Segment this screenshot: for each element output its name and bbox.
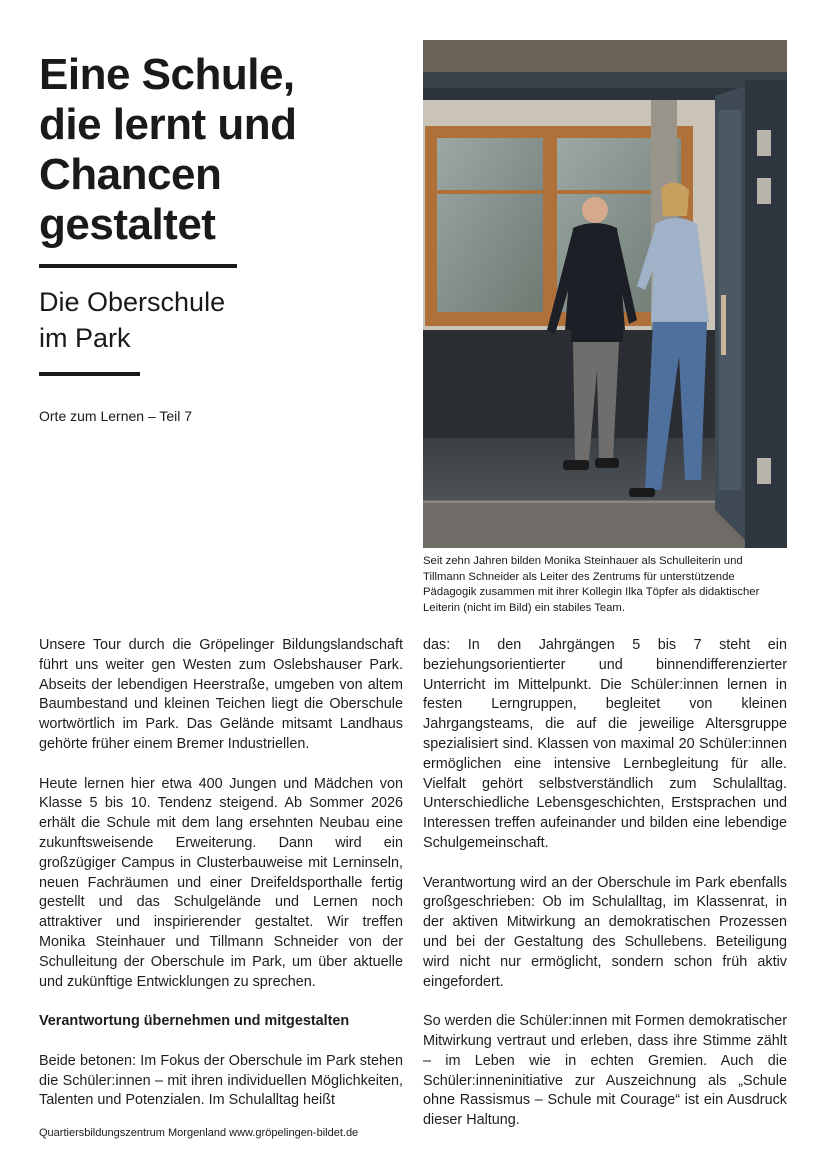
paragraph: Heute lernen hier etwa 400 Jungen und Mädchen von Klasse 5 bis 10. Tendenz steigend. Ab Sommer 2026 erhält die Schule mit dem lang ersehnten Neubau eine zukunftsweisende Erweiterung. Dann wird ein großzügiger Campus in Clusterbauweise mit Lerninseln, neuen Fachräumen und einer Dreifeldsporthalle fertig gestellt und das Schulgelände und Lernen noch attraktiver und inspirierender gestaltet. Wir treffen Monika Steinhauer und Tillmann Schneider von der Schulleitung der Oberschule im Park, um über aktuelle und zukünftige Entwicklungen zu sprechen.	[39, 775, 403, 990]
article-column-left	[39, 636, 403, 1131]
article-title	[39, 50, 409, 250]
team-photo	[423, 40, 787, 548]
article-subtitle	[39, 284, 379, 356]
photo-caption: Seit zehn Jahren bilden Monika Steinhauer als Schulleiterin und Tillmann Schneider als Leiter des Zentrums für unterstützende Pädagogik zusammen mit ihrer Kollegin Ilka Töpfer als didaktischer Leiterin (nicht im Bild) ein stabiles Team.	[423, 555, 760, 614]
title-divider	[39, 264, 237, 268]
title-line: Chancen	[39, 150, 222, 199]
paragraph: Beide betonen: Im Fokus der Oberschule im Park stehen die Schüler:innen – mit ihren individuellen Möglichkeiten, Talenten und Potenzialen. Im Schulalltag heißt	[39, 1052, 403, 1109]
paragraph: Unsere Tour durch die Gröpelinger Bildungslandschaft führt uns weiter gen Westen zum Oslebshauser Park. Abseits der lebendigen Heerstraße, umgeben von altem Baumbestand und kleinen Teichen liegt die Oberschule wortwörtlich im Park. Das Gelände mitsamt Landhaus gehörte früher einem Bremer Industriellen.	[39, 637, 403, 752]
series-label: Orte zum Lernen – Teil 7	[39, 408, 193, 424]
paragraph: So werden die Schüler:innen mit Formen demokratischer Mitwirkung vertraut und erleben, dass ihre Stimme zählt – im Leben wie in echten Gremien. Auch die Schüler:inneninitiative zur Auszeichnung als „Schule ohne Rassismus – Schule mit Courage“ ist ein Ausdruck dieser Haltung.	[423, 1013, 787, 1129]
subtitle-line: im Park	[39, 323, 131, 353]
title-line: gestaltet	[39, 200, 216, 249]
paragraph: das: In den Jahrgängen 5 bis 7 steht ein beziehungsorientierter und binnendifferenzierter Unterricht im Mittelpunkt. Die Schüler:innen lernen in festen Lerngruppen, begleitet von kleinen Jahrgangsteams, die auf die jeweilige Altersgruppe spezialisiert sind. Klassen von maximal 20 Schüler:innen ermöglichen eine intensive Lernbegleitung für alle. Vielfalt gehört selbstverständlich zum Schulalltag. Unterschiedliche Lebensgeschichten, Erstsprachen und Interessen treffen aufeinander und bilden eine lebendige Schulgemeinschaft.	[423, 637, 787, 851]
article-column-right	[423, 636, 787, 1151]
title-line: die lernt und	[39, 100, 297, 149]
section-heading: Verantwortung übernehmen und mitgestalten	[39, 1013, 350, 1030]
paragraph: Verantwortung wird an der Oberschule im Park ebenfalls großgeschrieben: Ob im Schulalltag, im Klassenrat, in der aktiven Mitwirkung an demokratischen Prozessen und bei der Gestaltung des Schullebens. Beteiligung wird nicht nur ermöglicht, sondern schon früh aktiv eingefordert.	[423, 874, 787, 990]
footer-text: Quartiersbildungszentrum Morgenland www.gröpelingen-bildet.de	[39, 1127, 359, 1139]
subtitle-line: Die Oberschule	[39, 287, 226, 317]
subtitle-divider	[39, 372, 140, 376]
title-line: Eine Schule,	[39, 50, 295, 99]
